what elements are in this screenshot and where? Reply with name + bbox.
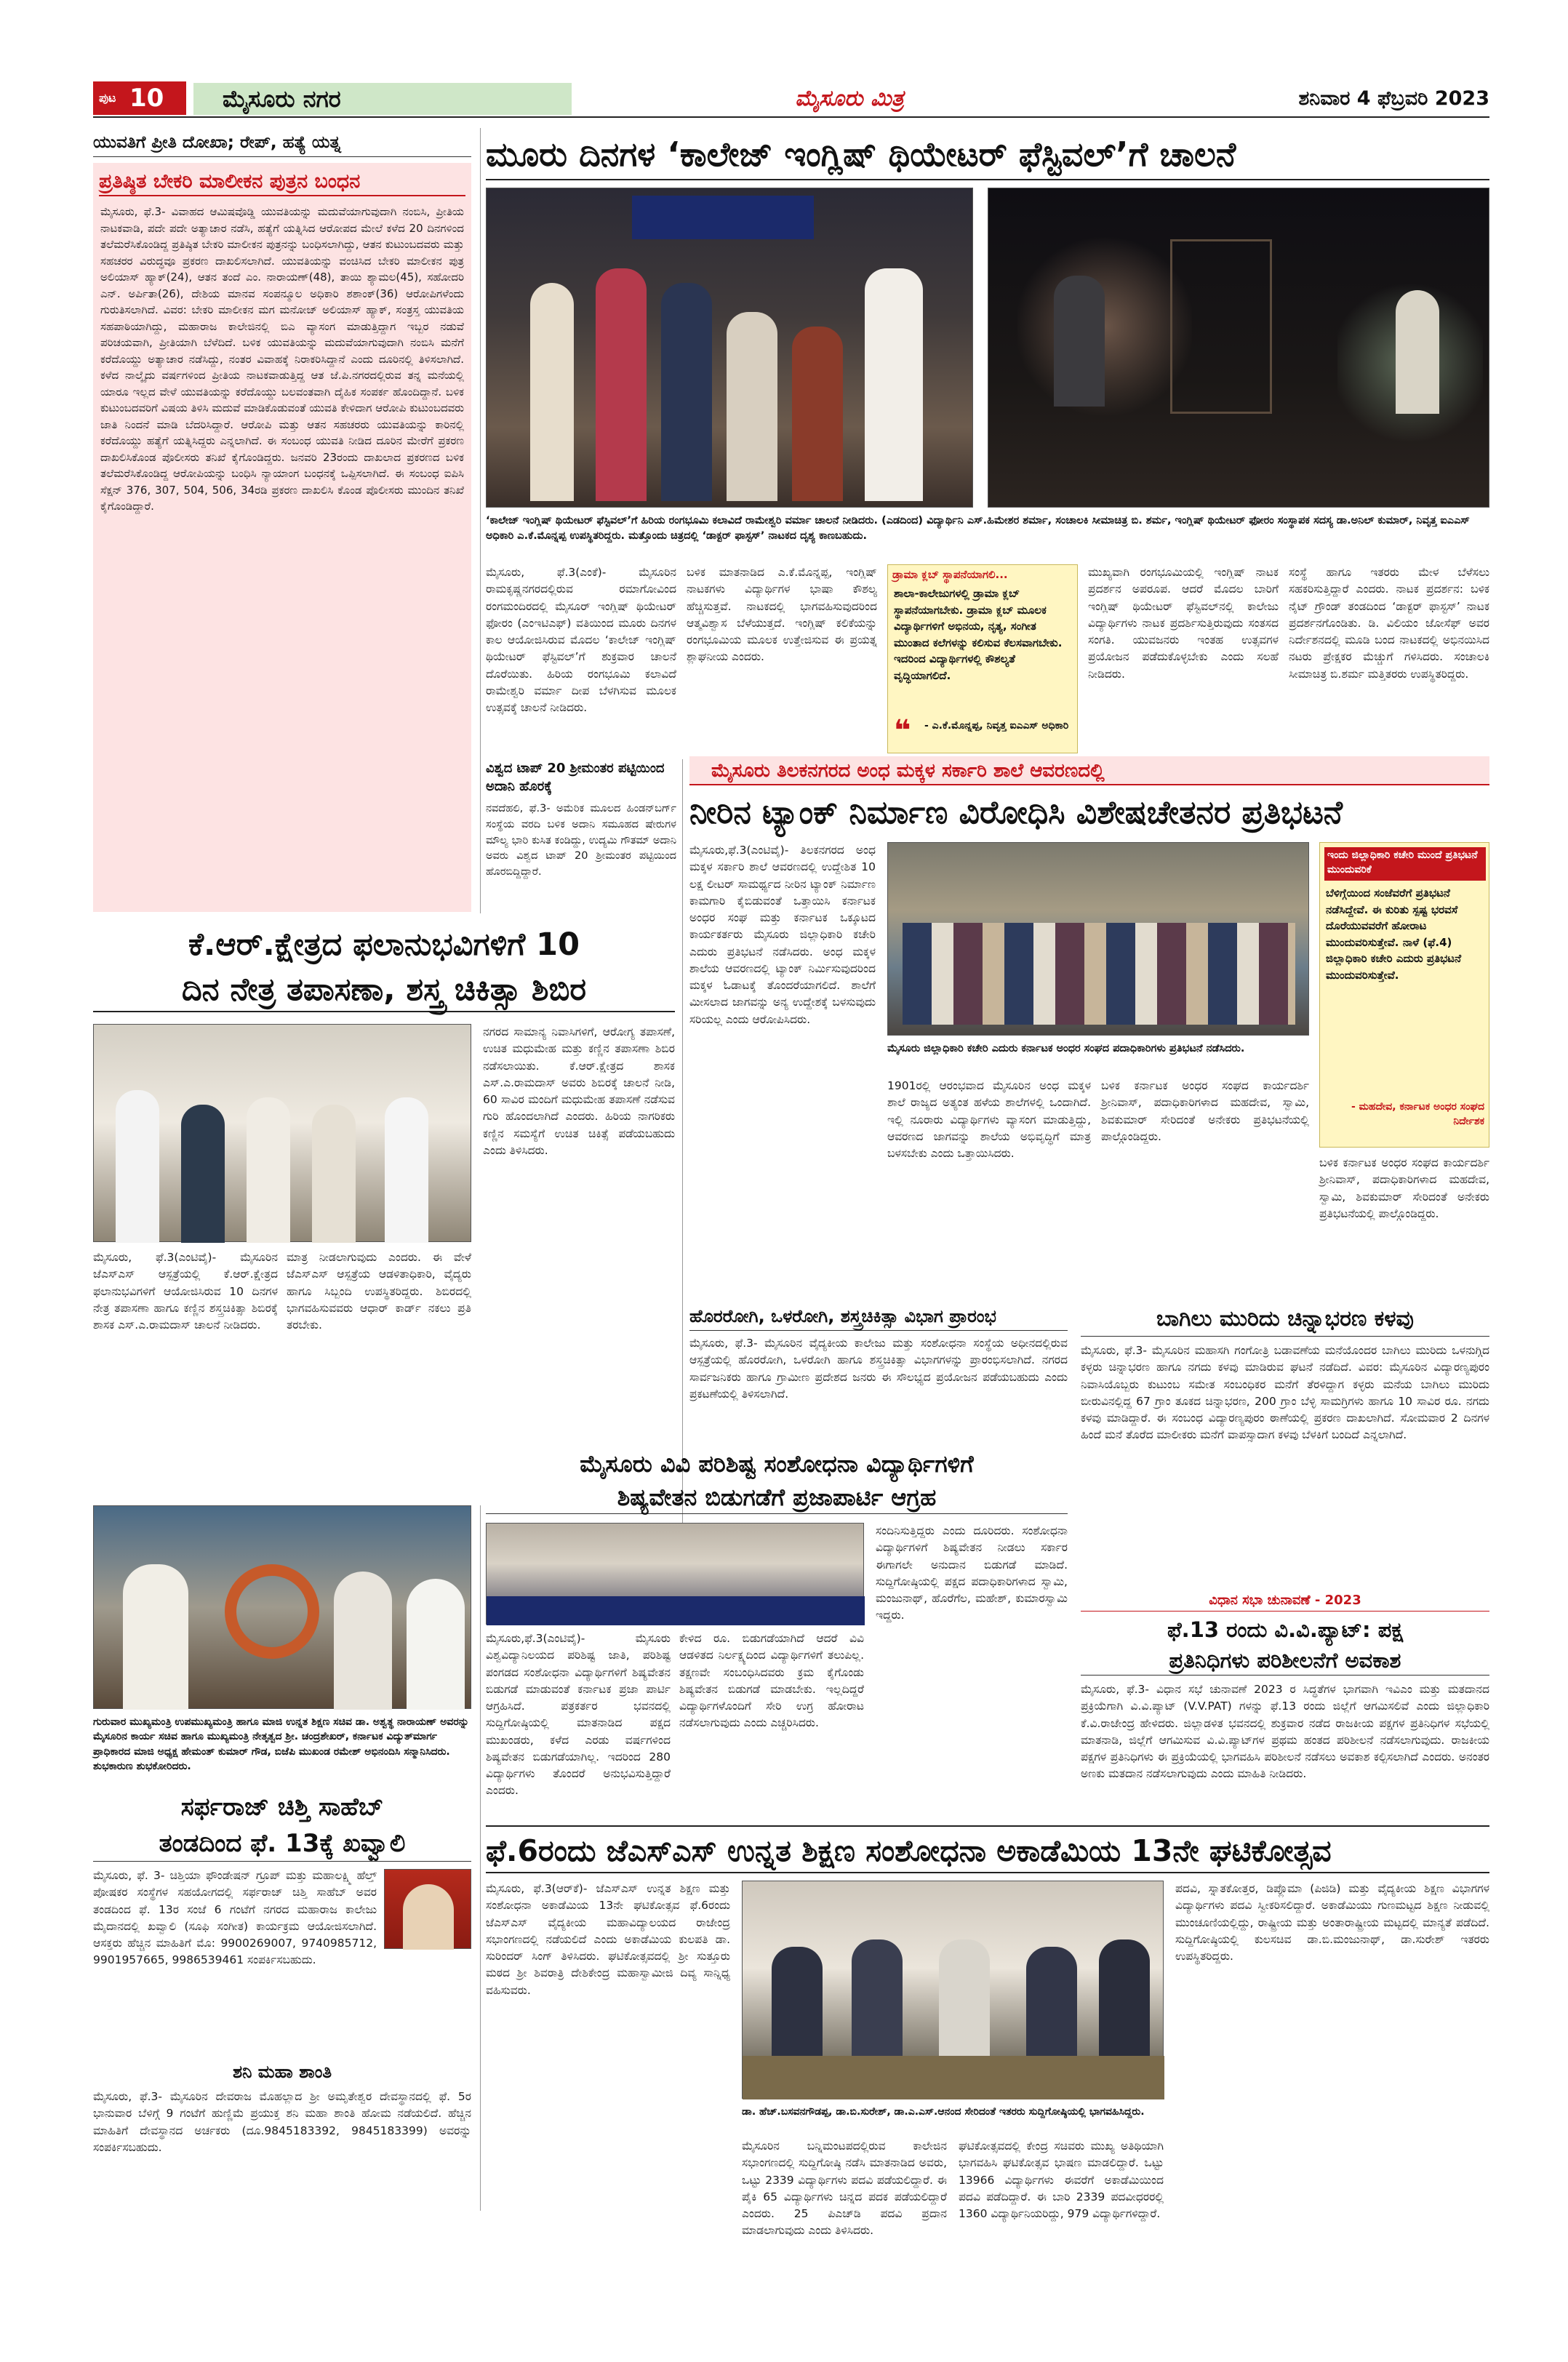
qawwali-singer-photo	[384, 1869, 471, 1949]
jss-body-col2: ಮೈಸೂರಿನ ಬನ್ನಿಮಂಟಪದಲ್ಲಿರುವ ಕಾಲೇಜಿನ ಸಭಾಂಗಣದಲ್ಲಿ ಸುದ್ದಿಗೋಷ್ಠಿ ನಡೆಸಿ ಮಾತನಾಡಿದ ಅವರು, ಒಟ್ಟು 2339 ವಿದ್ಯಾರ್ಥಿಗಳು ಪದವಿ ಪಡೆಯಲಿದ್ದಾರೆ. ಈ ಪೈಕಿ 65 ವಿದ್ಯಾರ್ಥಿಗಳು ಚಿನ್ನದ ಪದಕ ಪಡೆಯಲಿದ್ದಾರೆ ಎಂದರು. 25 ಪಿಎಚ್‌ಡಿ ಪದವಿ ಪ್ರದಾನ ಮಾಡಲಾಗುವುದು ಎಂದು ತಿಳಿಸಿದರು.	[742, 2139, 947, 2238]
felicitation-story	[93, 1505, 471, 1782]
water-body-col1: ಮೈಸೂರು,ಫೆ.3(ಎಂಟಿವೈ)- ತಿಲಕನಗರದ ಅಂಧ ಮಕ್ಕಳ ಸರ್ಕಾರಿ ಶಾಲೆ ಆವರಣದಲ್ಲಿ ಉದ್ದೇಶಿತ 10 ಲಕ್ಷ ಲೀಟರ್ ಸಾಮರ್ಥ್ಯದ ನೀರಿನ ಟ್ಯಾಂಕ್ ನಿರ್ಮಾಣ ಕಾಮಗಾರಿ ಕೈಬಿಡುವಂತೆ ಒತ್ತಾಯಿಸಿ ಕರ್ನಾಟಕ ಅಂಧರ ಸಂಘ ಮತ್ತು ಕರ್ನಾಟಕ ಒಕ್ಕೂಟದ ಕಾರ್ಯಕರ್ತರು ಮೈಸೂರು ಜಿಲ್ಲಾಧಿಕಾರಿ ಕಚೇರಿ ಎದುರು ಪ್ರತಿಭಟನೆ ನಡೆಸಿದರು. ಅಂಧ ಮಕ್ಕಳ ಶಾಲೆಯ ಆವರಣದಲ್ಲಿ ಟ್ಯಾಂಕ್ ನಿರ್ಮಿಸುವುದರಿಂದ ಮಕ್ಕಳ ಓಡಾಟಕ್ಕೆ ತೊಂದರೆಯಾಗಲಿದೆ. ಶಾಲೆಗೆ ಮೀಸಲಾದ ಜಾಗವನ್ನು ಅನ್ಯ ಉದ್ದೇಶಕ್ಕೆ ಬಳಸುವುದು ಸರಿಯಲ್ಲ ಎಂದು ಆರೋಪಿಸಿದರು.	[689, 844, 876, 1026]
eye-body-col2: ಮಾತ್ರ ನೀಡಲಾಗುವುದು ಎಂದರು. ಈ ವೇಳೆ ಜೆಎಸ್‌ಎಸ್ ಆಸ್ಪತ್ರೆಯ ಆಡಳಿತಾಧಿಕಾರಿ, ವೈದ್ಯರು ಹಾಗೂ ಸಿಬ್ಬಂದಿ ಉಪಸ್ಥಿತರಿದ್ದರು. ಶಿಬಿರದಲ್ಲಿ ಭಾಗವಹಿಸುವವರು ಆಧಾರ್ ಕಾರ್ಡ್ ನಕಲು ಪ್ರತಿ ತರಬೇಕು.	[287, 1251, 471, 1332]
person-figure	[852, 1939, 903, 2063]
crowd	[903, 923, 1295, 1025]
theatre-pullquote-box	[887, 564, 1078, 753]
person-figure	[865, 268, 923, 501]
scholarship-story	[486, 1447, 1068, 1798]
theatre-photo-caption: ‘ಕಾಲೇಜ್ ಇಂಗ್ಲಿಷ್ ಥಿಯೇಟರ್ ಫೆಸ್ಟಿವಲ್’ಗೆ ಹಿರಿಯ ರಂಗಭೂಮಿ ಕಲಾವಿದೆ ರಾಮೇಶ್ವರಿ ವರ್ಮಾ ಚಾಲನೆ ನೀಡಿದರು. (ಎಡದಿಂದ) ವಿದ್ಯಾರ್ಥಿನಿ ಎಸ್.ಹಿಮೇಶರ ಶರ್ಮಾ, ಸಂಚಾಲಕಿ ಸೀಮಾಚಿತ್ರ ಬಿ. ಶರ್ಮ, ಇಂಗ್ಲಿಷ್ ಥಿಯೇಟರ್ ಫೋರಂ ಸಂಸ್ಥಾಪಕ ಸದಸ್ಯ ಡಾ.ಅನಿಲ್ ಕುಮಾರ್, ನಿವೃತ್ತ ಐಎಎಸ್ ಅಧಿಕಾರಿ ಎ.ಕೆ.ಮೊನ್ನಪ್ಪ ಉಪಸ್ಥಿತರಿದ್ದರು. ಮತ್ತೊಂದು ಚಿತ್ರದಲ್ಲಿ ‘ಡಾಕ್ಟರ್ ಫಾಸ್ಟಸ್’ ನಾಟಕದ ದೃಶ್ಯ ಕಾಣಬಹುದು.	[486, 515, 1470, 543]
jss-body-col3: ಘಟಿಕೋತ್ಸವದಲ್ಲಿ ಕೇಂದ್ರ ಸಚಿವರು ಮುಖ್ಯ ಅತಿಥಿಯಾಗಿ ಭಾಗವಹಿಸಿ ಘಟಿಕೋತ್ಸವ ಭಾಷಣ ಮಾಡಲಿದ್ದಾರೆ. ಒಟ್ಟು 13966 ವಿದ್ಯಾರ್ಥಿಗಳು ಈವರೆಗೆ ಅಕಾಡೆಮಿಯಿಂದ ಪದವಿ ಪಡೆದಿದ್ದಾರೆ. ಈ ಬಾರಿ 2339 ಪದವೀಧರರಲ್ಲಿ 1360 ವಿದ್ಯಾರ್ಥಿನಿಯರಿದ್ದು, 979 ವಿದ್ಯಾರ್ಥಿಗಳಿದ್ದಾರೆ.	[959, 2139, 1164, 2220]
box-kicker: ಇಂದು ಜಿಲ್ಲಾಧಿಕಾರಿ ಕಚೇರಿ ಮುಂದೆ ಪ್ರತಿಭಟನೆ ಮುಂದುವರಿಕೆ	[1324, 847, 1486, 881]
scholar-body-col1: ಮೈಸೂರು,ಫೆ.3(ಎಂಟಿವೈ)- ಮೈಸೂರು ವಿಶ್ವವಿದ್ಯಾನಿಲಯದ ಪರಿಶಿಷ್ಟ ಜಾತಿ, ಪರಿಶಿಷ್ಟ ಪಂಗಡದ ಸಂಶೋಧನಾ ವಿದ್ಯಾರ್ಥಿಗಳಿಗೆ ಶಿಷ್ಯವೇತನ ಬಿಡುಗಡೆ ಮಾಡುವಂತೆ ಕರ್ನಾಟಕ ಪ್ರಜಾ ಪಾರ್ಟಿ ಆಗ್ರಹಿಸಿದೆ. ಪತ್ರಕರ್ತರ ಭವನದಲ್ಲಿ ಸುದ್ದಿಗೋಷ್ಠಿಯಲ್ಲಿ ಮಾತನಾಡಿದ ಪಕ್ಷದ ಮುಖಂಡರು, ಕಳೆದ ಎರಡು ವರ್ಷಗಳಿಂದ ಶಿಷ್ಯವೇತನ ಬಿಡುಗಡೆಯಾಗಿಲ್ಲ. ಇದರಿಂದ 280 ವಿದ್ಯಾರ್ಥಿಗಳು ತೊಂದರೆ ಅನುಭವಿಸುತ್ತಿದ್ದಾರೆ ಎಂದರು.	[486, 1632, 671, 1798]
opd-headline: ಹೊರರೋಗಿ, ಒಳರೋಗಿ, ಶಸ್ತ್ರಚಿಕಿತ್ಸಾ ವಿಭಾಗ ಪ್ರಾರಂಭ	[689, 1302, 1068, 1331]
adani-story	[486, 759, 676, 913]
theatre-body-col2: ಬಳಿಕ ಮಾತನಾಡಿದ ಎ.ಕೆ.ಮೊನ್ನಪ್ಪ, ಇಂಗ್ಲಿಷ್ ನಾಟಕಗಳು ವಿದ್ಯಾರ್ಥಿಗಳ ಭಾಷಾ ಕೌಶಲ್ಯ ಹೆಚ್ಚಿಸುತ್ತವೆ. ನಾಟಕದಲ್ಲಿ ಭಾಗವಹಿಸುವುದರಿಂದ ಆತ್ಮವಿಶ್ವಾಸ ಬೆಳೆಯುತ್ತದೆ. ಇಂಗ್ಲಿಷ್ ಕಲಿಕೆಯನ್ನು ರಂಗಭೂಮಿಯ ಮೂಲಕ ಉತ್ತೇಜಿಸುವ ಈ ಪ್ರಯತ್ನ ಶ್ಲಾಘನೀಯ ಎಂದರು.	[687, 566, 877, 664]
actor-figure	[1396, 290, 1439, 414]
water-kicker: ಮೈಸೂರು ತಿಲಕನಗರದ ಅಂಧ ಮಕ್ಕಳ ಸರ್ಕಾರಿ ಶಾಲೆ ಆವರಣದಲ್ಲಿ	[711, 760, 1105, 782]
qawwali-headline-1: ಸರ್ಫರಾಜ್ ಚಿಶ್ತಿ ಸಾಹೆಬ್	[180, 1793, 384, 1822]
person-figure	[530, 283, 574, 501]
person-figure	[661, 283, 712, 501]
crime-story	[93, 128, 471, 913]
scholar-body-col3: ಸಂದಿನಿಸುತ್ತಿದ್ದರು ಎಂದು ದೂರಿದರು. ಸಂಶೋಧನಾ ವಿದ್ಯಾರ್ಥಿಗಳಿಗೆ ಶಿಷ್ಯವೇತನ ನೀಡಲು ಸರ್ಕಾರ ಈಗಾಗಲೇ ಅನುದಾನ ಬಿಡುಗಡೆ ಮಾಡಿದೆ. ಸುದ್ದಿಗೋಷ್ಠಿಯಲ್ಲಿ ಪಕ್ಷದ ಪದಾಧಿಕಾರಿಗಳಾದ ಸ್ವಾಮಿ, ಮಂಜುನಾಥ್, ಹೊರೆಗೆಲ, ಮಹೇಶ್, ಕುಮಾರಸ್ವಾಮಿ ಇದ್ದರು.	[876, 1524, 1068, 1622]
eye-camp-story	[93, 922, 675, 1417]
pullquote-kicker: ಡ್ರಾಮಾ ಕ್ಲಬ್ ಸ್ಥಾಪನೆಯಾಗಲಿ...	[892, 568, 1008, 581]
adani-body: ನವದೆಹಲಿ, ಫೆ.3- ಅಮೆರಿಕ ಮೂಲದ ಹಿಂಡನ್‌ಬರ್ಗ್ ಸಂಸ್ಥೆಯ ವರದಿ ಬಳಿಕ ಅದಾನಿ ಸಮೂಹದ ಷೇರುಗಳ ಮೌಲ್ಯ ಭಾರಿ ಕುಸಿತ ಕಂಡಿದ್ದು, ಉದ್ಯಮಿ ಗೌತಮ್ ಅದಾನಿ ಅವರು ವಿಶ್ವದ ಟಾಪ್ 20 ಶ್ರೀಮಂತರ ಪಟ್ಟಿಯಿಂದ ಹೊರಬಿದ್ದಿದ್ದಾರೆ.	[486, 803, 676, 878]
scholar-headline-1: ಮೈಸೂರು ವಿವಿ ಪರಿಶಿಷ್ಟ ಸಂಶೋಧನಾ ವಿದ್ಯಾರ್ಥಿಗಳಿಗೆ	[580, 1450, 974, 1478]
person-figure	[312, 1105, 356, 1243]
table	[743, 2056, 1164, 2099]
crime-box	[93, 163, 471, 912]
page-label: ಪುಟ	[99, 91, 116, 105]
election-headline-2: ಪ್ರತಿನಿಧಿಗಳು ಪರಿಶೀಲನೆಗೆ ಅವಕಾಶ	[1081, 1645, 1489, 1676]
stage-banner	[632, 196, 814, 239]
table	[487, 1596, 865, 1625]
person-figure	[385, 1097, 428, 1243]
theft-headline: ಬಾಗಿಲು ಮುರಿದು ಚಿನ್ನಾಭರಣ ಕಳವು	[1081, 1302, 1489, 1337]
person-figure	[334, 1572, 392, 1710]
actor-figure	[1054, 276, 1105, 407]
shani-story	[93, 2058, 471, 2203]
person-figure	[407, 1579, 465, 1710]
person-figure	[116, 1090, 159, 1243]
person-figure	[1026, 1947, 1077, 2063]
scholar-press-photo	[486, 1523, 864, 1625]
bookshelf	[1170, 239, 1272, 414]
person-figure	[596, 268, 647, 501]
water-headline: ನೀರಿನ ಟ್ಯಾಂಕ್ ನಿರ್ಮಾಣ ವಿರೋಧಿಸಿ ವಿಶೇಷಚೇತನರ ಪ್ರತಿಭಟನೆ	[689, 794, 1343, 831]
opd-story	[689, 1302, 1068, 1440]
person-figure	[727, 312, 777, 501]
eye-photo-caption: ಮೈಸೂರು, ಫೆ.3(ಎಂಟಿವೈ)- ಮೈಸೂರಿನ ಜೆಎಸ್‌ಎಸ್ ಆಸ್ಪತ್ರೆಯಲ್ಲಿ ಕೆ.ಆರ್.ಕ್ಷೇತ್ರದ ಫಲಾನುಭವಿಗಳಿಗೆ ಆಯೋಜಿಸಿರುವ 10 ದಿನಗಳ ನೇತ್ರ ತಪಾಸಣಾ ಹಾಗೂ ಕಣ್ಣಿನ ಶಸ್ತ್ರಚಿಕಿತ್ಸಾ ಶಿಬಿರಕ್ಕೆ ಶಾಸಕ ಎಸ್.ಎ.ರಾಮದಾಸ್ ಚಾಲನೆ ನೀಡಿದರು.	[93, 1251, 278, 1332]
scholar-headline-2: ಶಿಷ್ಯವೇತನ ಬಿಡುಗಡೆಗೆ ಪ್ರಜಾಪಾರ್ಟಿ ಆಗ್ರಹ	[486, 1481, 1068, 1514]
singer-figure	[403, 1884, 454, 1950]
water-tank-story	[689, 756, 1489, 1294]
column-rule	[480, 1505, 481, 2211]
eye-body-col1: ನಗರದ ಸಾಮಾನ್ಯ ನಿವಾಸಿಗಳಿಗೆ, ಆರೋಗ್ಯ ತಪಾಸಣೆ, ಉಚಿತ ಮಧುಮೇಹ ಮತ್ತು ಕಣ್ಣಿನ ತಪಾಸಣಾ ಶಿಬಿರ ನಡೆಸಲಾಯಿತು. ಕೆ.ಆರ್.ಕ್ಷೇತ್ರದ ಶಾಸಕ ಎಸ್.ಎ.ರಾಮದಾಸ್ ಅವರು ಶಿಬಿರಕ್ಕೆ ಚಾಲನೆ ನೀಡಿ, 60 ಸಾವಿರ ಮಂದಿಗೆ ಮಧುಮೇಹ ತಪಾಸಣೆ ನಡೆಸುವ ಗುರಿ ಹೊಂದಲಾಗಿದೆ ಎಂದರು. ಹಿರಿಯ ನಾಗರಿಕರು ಕಣ್ಣಿನ ಸಮಸ್ಯೆಗೆ ಉಚಿತ ಚಿಕಿತ್ಸೆ ಪಡೆಯಬಹುದು ಎಂದು ತಿಳಿಸಿದರು.	[483, 1025, 675, 1157]
quote-mark-icon: ❝	[894, 714, 911, 748]
crime-kicker: ಯುವತಿಗೆ ಪ್ರೀತಿ ದೋಖಾ; ರೇಪ್, ಹತ್ಯೆ ಯತ್ನ	[93, 128, 471, 157]
jss-headline: ಫೆ.6ರಂದು ಜೆಎಸ್‌ಎಸ್ ಉನ್ನತ ಶಿಕ್ಷಣ ಸಂಶೋಧನಾ ಅಕಾಡೆಮಿಯ 13ನೇ ಘಟಿಕೋತ್ಸವ	[486, 1825, 1489, 1873]
jss-press-photo	[742, 1881, 1164, 2099]
scholar-body-col2: ಕೇಳಿದ ರೂ. ಬಿಡುಗಡೆಯಾಗಿದೆ ಆದರೆ ವಿವಿ ಆಡಳಿತದ ನಿರ್ಲಕ್ಷ್ಯದಿಂದ ವಿದ್ಯಾರ್ಥಿಗಳಿಗೆ ತಲುಪಿಲ್ಲ. ತಕ್ಷಣವೇ ಸಂಬಂಧಿಸಿದವರು ಕ್ರಮ ಕೈಗೊಂಡು ಶಿಷ್ಯವೇತನ ಬಿಡುಗಡೆ ಮಾಡಬೇಕು. ಇಲ್ಲದಿದ್ದರೆ ವಿದ್ಯಾರ್ಥಿಗಳೊಂದಿಗೆ ಸೇರಿ ಉಗ್ರ ಹೋರಾಟ ನಡೆಸಲಾಗುವುದು ಎಂದು ಎಚ್ಚರಿಸಿದರು.	[679, 1632, 864, 1730]
jss-body-col1: ಮೈಸೂರು, ಫೆ.3(ಆರ್‌ಕೆ)- ಜೆಎಸ್‌ಎಸ್ ಉನ್ನತ ಶಿಕ್ಷಣ ಮತ್ತು ಸಂಶೋಧನಾ ಅಕಾಡೆಮಿಯ 13ನೇ ಘಟಿಕೋತ್ಸವ ಫೆ.6ರಂದು ಜೆಎಸ್‌ಎಸ್ ವೈದ್ಯಕೀಯ ಮಹಾವಿದ್ಯಾಲಯದ ರಾಜೇಂದ್ರ ಸಭಾಂಗಣದಲ್ಲಿ ನಡೆಯಲಿದೆ ಎಂದು ಅಕಾಡೆಮಿಯ ಕುಲಪತಿ ಡಾ. ಸುರಿಂದರ್ ಸಿಂಗ್ ತಿಳಿಸಿದರು. ಘಟಿಕೋತ್ಸವದಲ್ಲಿ ಶ್ರೀ ಸುತ್ತೂರು ಮಠದ ಶ್ರೀ ಶಿವರಾತ್ರಿ ದೇಶಿಕೇಂದ್ರ ಮಹಾಸ್ವಾಮೀಜಿ ದಿವ್ಯ ಸಾನ್ನಿಧ್ಯ ವಹಿಸುವರು.	[486, 1882, 730, 1997]
theatre-headline: ಮೂರು ದಿನಗಳ ‘ಕಾಲೇಜ್ ಇಂಗ್ಲಿಷ್ ಥಿಯೇಟರ್ ಫೆಸ್ಟಿವಲ್’ಗೆ ಚಾಲನೆ	[486, 128, 1489, 180]
person-figure	[1099, 1939, 1150, 2063]
stage-light	[1017, 232, 1192, 421]
eye-camp-photo	[93, 1024, 471, 1242]
person-figure	[247, 1097, 290, 1243]
masthead	[93, 81, 1489, 118]
qawwali-body: ಮೈಸೂರು, ಫೆ. 3- ಚಿಶ್ತಿಯಾ ಫೌಂಡೇಷನ್ ಗ್ರೂಪ್ ಮತ್ತು ಮಹಾಲಕ್ಷ್ಮಿ ಹೆಲ್ತ್ ಪೋಷಕರ ಸಂಸ್ಥೆಗಳ ಸಹಯೋಗದಲ್ಲಿ ಸರ್ಫರಾಜ್ ಚಿಶ್ತಿ ಸಾಹೆಬ್ ಅವರ ತಂಡದಿಂದ ಫೆ. 13ರ ಸಂಜೆ 6 ಗಂಟೆಗೆ ನಗರದ ಮಹಾರಾಜ ಕಾಲೇಜು ಮೈದಾನದಲ್ಲಿ ಖವ್ವಾಲಿ (ಸೂಫಿ ಸಂಗೀತ) ಕಾರ್ಯಕ್ರಮ ಆಯೋಜಿಸಲಾಗಿದೆ. ಆಸಕ್ತರು ಹೆಚ್ಚಿನ ಮಾಹಿತಿಗೆ ಮೊ: 9900269007, 9740985712, 9901957665, 9986539461 ಸಂಪರ್ಕಿಸಬಹುದು.	[93, 1869, 377, 1967]
eye-headline-1: ಕೆ.ಆರ್.ಕ್ಷೇತ್ರದ ಫಲಾನುಭವಿಗಳಿಗೆ 10	[188, 926, 580, 963]
column-rule	[480, 128, 481, 913]
water-quote-box	[1319, 842, 1489, 1148]
qawwali-story	[93, 1789, 471, 2051]
election-headline-1: ಫೆ.13 ರಂದು ವಿ.ವಿ.ಪ್ಯಾಟ್: ಪಕ್ಷ	[1167, 1617, 1404, 1642]
jss-story	[486, 1825, 1489, 2238]
water-kicker-bar	[689, 756, 1489, 785]
theft-body: ಮೈಸೂರು, ಫೆ.3- ಮೈಸೂರಿನ ಮಹಾಸಗಿ ಗಂಗೋತ್ರಿ ಬಡಾವಣೆಯ ಮನೆಯೊಂದರ ಬಾಗಿಲು ಮುರಿದು ಒಳನುಗ್ಗಿದ ಕಳ್ಳರು ಚಿನ್ನಾಭರಣ ಹಾಗೂ ನಗದು ಕಳವು ಮಾಡಿರುವ ಘಟನೆ ನಡೆದಿದೆ. ವಿವರ: ಮೈಸೂರಿನ ವಿದ್ಯಾರಣ್ಯಪುರಂ ನಿವಾಸಿಯೊಬ್ಬರು ಕುಟುಂಬ ಸಮೇತ ಸಂಬಂಧಿಕರ ಮನೆಗೆ ತೆರಳಿದ್ದಾಗ ಕಳ್ಳರು ಮನೆಯ ಬಾಗಿಲು ಮುರಿದು ಬೀರುವಿನಲ್ಲಿದ್ದ 67 ಗ್ರಾಂ ತೂಕದ ಚಿನ್ನಾಭರಣ, 200 ಗ್ರಾಂ ಬೆಳ್ಳಿ ಸಾಮಗ್ರಿಗಳು ಹಾಗೂ 10 ಸಾವಿರ ರೂ. ನಗದು ಕಳವು ಮಾಡಿದ್ದಾರೆ. ಈ ಸಂಬಂಧ ವಿದ್ಯಾರಣ್ಯಪುರಂ ಠಾಣೆಯಲ್ಲಿ ಪ್ರಕರಣ ದಾಖಲಾಗಿದೆ. ಸೋಮವಾರ 2 ದಿನಗಳ ಹಿಂದೆ ಮನೆ ತೊರೆದ ಮಾಲೀಕರು ಮನೆಗೆ ವಾಪಸ್ಸಾದಾಗ ಕಳವು ಬೆಳಕಿಗೆ ಬಂದಿದೆ ಎನ್ನಲಾಗಿದೆ.	[1081, 1344, 1489, 1442]
pullquote-author: - ಎ.ಕೆ.ಮೊನ್ನಪ್ಪ, ನಿವೃತ್ತ ಐಎಎಸ್ ಅಧಿಕಾರಿ	[924, 720, 1069, 732]
qawwali-headline-2: ತಂಡದಿಂದ ಫೆ. 13ಕ್ಕೆ ಖವ್ವಾಲಿ	[93, 1825, 471, 1862]
pullquote-text: ಶಾಲಾ-ಕಾಲೇಜುಗಳಲ್ಲಿ ಡ್ರಾಮಾ ಕ್ಲಬ್ ಸ್ಥಾಪನೆಯಾಗಬೇಕು. ಡ್ರಾಮಾ ಕ್ಲಬ್ ಮೂಲಕ ವಿದ್ಯಾರ್ಥಿಗಳಿಗೆ ಅಭಿನಯ, ನೃತ್ಯ, ಸಂಗೀತ ಮುಂತಾದ ಕಲೆಗಳನ್ನು ಕಲಿಸುವ ಕೆಲಸವಾಗಬೇಕು. ಇದರಿಂದ ವಿದ್ಯಾರ್ಥಿಗಳಲ್ಲಿ ಕೌಶಲ್ಯತೆ ವೃದ್ಧಿಯಾಗಲಿದೆ.	[894, 587, 1063, 682]
water-body-col4: ಬಳಿಕ ಕರ್ನಾಟಕ ಅಂಧರ ಸಂಘದ ಕಾರ್ಯದರ್ಶಿ ಶ್ರೀನಿವಾಸ್, ಪದಾಧಿಕಾರಿಗಳಾದ ಮಹದೇವ, ಸ್ವಾಮಿ, ಶಿವಕುಮಾರ್ ಸೇರಿದಂತೆ ಅನೇಕರು ಪ್ರತಿಭಟನೆಯಲ್ಲಿ ಪಾಲ್ಗೊಂಡಿದ್ದರು.	[1319, 1156, 1489, 1220]
felicitation-photo	[93, 1505, 471, 1709]
opd-body: ಮೈಸೂರು, ಫೆ.3- ಮೈಸೂರಿನ ವೈದ್ಯಕೀಯ ಕಾಲೇಜು ಮತ್ತು ಸಂಶೋಧನಾ ಸಂಸ್ಥೆಯ ಅಧೀನದಲ್ಲಿರುವ ಆಸ್ಪತ್ರೆಯಲ್ಲಿ ಹೊರರೋಗಿ, ಒಳರೋಗಿ ಹಾಗೂ ಶಸ್ತ್ರಚಿಕಿತ್ಸಾ ವಿಭಾಗಗಳನ್ನು ಪ್ರಾರಂಭಿಸಲಾಗಿದೆ. ನಗರದ ಸಾರ್ವಜನಿಕರು ಹಾಗೂ ಗ್ರಾಮೀಣ ಪ್ರದೇಶದ ಜನರು ಈ ಸೌಲಭ್ಯದ ಪ್ರಯೋಜನ ಪಡೆಯಬಹುದು ಎಂದು ಪ್ರಕಟಣೆಯಲ್ಲಿ ತಿಳಿಸಲಾಗಿದೆ.	[689, 1337, 1068, 1401]
person-figure	[181, 1105, 225, 1243]
crime-headline: ಪ್ರತಿಷ್ಠಿತ ಬೇಕರಿ ಮಾಲೀಕನ ಪುತ್ರನ ಬಂಧನ	[99, 167, 465, 196]
shani-headline: ಶನಿ ಮಹಾ ಶಾಂತಿ	[232, 2062, 332, 2082]
crime-body: ಮೈಸೂರು, ಫೆ.3- ವಿವಾಹದ ಆಮಿಷವೊಡ್ಡಿ ಯುವತಿಯನ್ನು ಮದುವೆಯಾಗುವುದಾಗಿ ನಂಬಿಸಿ, ಪ್ರೀತಿಯ ನಾಟಕವಾಡಿ, ಪದೇ ಪದೇ ಅತ್ಯಾಚಾರ ನಡೆಸಿ, ಹತ್ಯೆಗೆ ಯತ್ನಿಸಿದ ಆರೋಪದ ಮೇಲೆ ಕಳೆದ 20 ದಿನಗಳಿಂದ ತಲೆಮರೆಸಿಕೊಂಡಿದ್ದ ಪ್ರತಿಷ್ಠಿತ ಬೇಕರಿ ಮಾಲೀಕನ ಪುತ್ರನನ್ನು ಬಂಧಿಸಲಾಗಿದ್ದು, ಆತನ ಕುಟುಂಬದವರು ಮತ್ತು ಸಹಚರರ ವಿರುದ್ಧವೂ ಪ್ರಕರಣ ದಾಖಲಿಸಲಾಗಿದೆ. ಯುವತಿಯನ್ನು ವಂಚಿಸಿದ ಬೇಕರಿ ಮಾಲೀಕನ ಪುತ್ರ ಅಲಿಯಾಸ್ ಹ್ಯಾಕ್(24), ಆತನ ತಂದೆ ಎಂ. ನಾರಾಯಣ್(48), ತಾಯಿ ಶ್ಯಾಮಲ(45), ಸಹೋದರಿ ಎನ್. ಅರ್ಪಿತಾ(26), ದೇಶಿಯ ಮಾನವ ಸಂಪನ್ಮೂಲ ಅಧಿಕಾರಿ ಶಶಾಂಕ್(36) ಆರೋಪಿಗಳೆಂದು ಗುರುತಿಸಲಾಗಿದೆ. ವಿವರ: ಬೇಕರಿ ಮಾಲೀಕನ ಮಗ ಮನೋಜ್ ಅಲಿಯಾಸ್ ಹ್ಯಾಕ್, ಸಂತ್ರಸ್ತ ಯುವತಿಯ ಸಹಪಾಠಿಯಾಗಿದ್ದು, ಮಹಾರಾಜ ಕಾಲೇಜಿನಲ್ಲಿ ಬಿಎ ವ್ಯಾಸಂಗ ಮಾಡುತ್ತಿದ್ದಾಗ ಇಬ್ಬರ ನಡುವೆ ಪರಿಚಯವಾಗಿ, ಪ್ರೀತಿಯಾಗಿ ಬೆಳೆದಿದೆ. ಬಳಿಕ ಯುವತಿಯನ್ನು ಮದುವೆಯಾಗುವುದಾಗಿ ನಂಬಿಸಿ ಮನೆಗೆ ಕರೆದೊಯ್ದು ಅತ್ಯಾಚಾರ ನಡೆಸಿದ್ದು, ನಂತರ ವಿವಾಹಕ್ಕೆ ನಿರಾಕರಿಸಿದ್ದಾನೆ ಎಂದು ದೂರಿನಲ್ಲಿ ತಿಳಿಸಲಾಗಿದೆ. ಕಳೆದ ನಾಲ್ಕೈದು ವರ್ಷಗಳಿಂದ ಪ್ರೀತಿಯ ನಾಟಕವಾಡುತ್ತಿದ್ದ ಆತ ಜೆ.ಪಿ.ನಗರದಲ್ಲಿರುವ ತನ್ನ ಮನೆಯಲ್ಲಿ ಯಾರೂ ಇಲ್ಲದ ವೇಳೆ ಯುವತಿಯನ್ನು ಕರೆದೊಯ್ದು ಬಲವಂತವಾಗಿ ದೈಹಿಕ ಸಂಪರ್ಕ ಹೊಂದಿದ್ದಾನೆ. ಬಳಿಕ ಕುಟುಂಬದವರಿಗೆ ವಿಷಯ ತಿಳಿಸಿ ಮದುವೆ ಮಾಡಿಕೊಡುವಂತೆ ಯುವತಿ ಕೇಳಿದಾಗ ಆರೋಪಿ ಕುಟುಂಬದವರು ಜಾತಿ ನಿಂದನೆ ಮಾಡಿ ಬೆದರಿಸಿದ್ದಾರೆ. ಆರೋಪಿ ಮತ್ತು ಆತನ ಸಹಚರರು ಯುವತಿಯನ್ನು ಕಾರಿನಲ್ಲಿ ಕರೆದೊಯ್ದು ಹತ್ಯೆಗೆ ಯತ್ನಿಸಿದ್ದರು ಎನ್ನಲಾಗಿದೆ. ಈ ಸಂಬಂಧ ಯುವತಿ ನೀಡಿದ ದೂರಿನ ಮೇರೆಗೆ ಪ್ರಕರಣ ದಾಖಲಿಸಿಕೊಂಡ ಪೊಲೀಸರು ತನಿಖೆ ಕೈಗೊಂಡಿದ್ದರು. ಜನವರಿ 23ರಂದು ದಾಖಲಾದ ಪ್ರಕರಣದ ಬಳಿಕ ತಲೆಮರೆಸಿಕೊಂಡಿದ್ದ ಆರೋಪಿಯನ್ನು ಬಂಧಿಸಿ ನ್ಯಾಯಾಂಗ ಬಂಧನಕ್ಕೆ ಒಪ್ಪಿಸಲಾಗಿದೆ. ಈ ಸಂಬಂಧ ಐಪಿಸಿ ಸೆಕ್ಷನ್ 376, 307, 504, 506, 34ರಡಿ ಪ್ರಕರಣ ದಾಖಲಿಸಿ ಕೊಂಡ ಪೊಲೀಸರು ಮುಂದಿನ ತನಿಖೆ ಕೈಗೊಂಡಿದ್ದಾರೆ.	[100, 205, 464, 513]
adani-headline: ವಿಶ್ವದ ಟಾಪ್ 20 ಶ್ರೀಮಂತರ ಪಟ್ಟಿಯಿಂದ ಅದಾನಿ ಹೊರಕ್ಕೆ	[486, 761, 665, 795]
election-kicker: ವಿಧಾನ ಸಭಾ ಚುನಾವಣೆ - 2023	[1081, 1590, 1489, 1612]
felicitation-caption: ಗುರುವಾರ ಮುಖ್ಯಮಂತ್ರಿ ಉಪಮುಖ್ಯಮಂತ್ರಿ ಹಾಗೂ ಮಾಜಿ ಉನ್ನತ ಶಿಕ್ಷಣ ಸಚಿವ ಡಾ. ಅಶ್ವತ್ಥ ನಾರಾಯಣ್ ಅವರನ್ನು ಮೈಸೂರಿನ ಕಾರ್ಯ ಸಚಿವ ಹಾಗೂ ಮುಖ್ಯಮಂತ್ರಿ ನೇತೃತ್ವದ ಶ್ರೀ. ಚಂದ್ರಶೇಖರ್, ಕರ್ನಾಟಕ ವಿದ್ಯುತ್‌ಮಾರ್ಗ ಪ್ರಾಧಿಕಾರದ ಮಾಜಿ ಅಧ್ಯಕ್ಷ ಹೇಮಂತ್ ಕುಮಾರ್ ಗೌಡ, ಬಿಜೆಪಿ ಮುಖಂಡ ರಮೇಶ್ ಅಭಿನಂದಿಸಿ ಸನ್ಮಾನಿಸಿದರು. ಶುಭಕಾರುಣ ಶುಭಕೋರಿದರು.	[93, 1716, 469, 1772]
shani-body: ಮೈಸೂರು, ಫೆ.3- ಮೈಸೂರಿನ ದೇವರಾಜ ಮೊಹಲ್ಲಾದ ಶ್ರೀ ಅಮೃತೇಶ್ವರ ದೇವಸ್ಥಾನದಲ್ಲಿ ಫೆ. 5ರ ಭಾನುವಾರ ಬೆಳಿಗ್ಗೆ 9 ಗಂಟೆಗೆ ಹುಣ್ಣಿಮೆ ಪ್ರಯುಕ್ತ ಶನಿ ಮಹಾ ಶಾಂತಿ ಹೋಮ ನಡೆಯಲಿದೆ. ಹೆಚ್ಚಿನ ಮಾಹಿತಿಗೆ ದೇವಸ್ಥಾನದ ಅರ್ಚಕರು (ದೂ.9845183392, 9845183399) ಅವರನ್ನು ಸಂಪರ್ಕಿಸಬಹುದು.	[93, 2090, 471, 2154]
paper-name: ಮೈಸೂರು ಮಿತ್ರ	[795, 86, 904, 111]
box-author: - ಮಹದೇವ, ಕರ್ನಾಟಕ ಅಂಧರ ಸಂಘದ ನಿರ್ದೇಶಕ	[1351, 1101, 1484, 1127]
jss-body-col4: ಪದವಿ, ಸ್ನಾತಕೋತ್ತರ, ಡಿಪ್ಲೊಮಾ (ಪಿಜಿಡಿ) ಮತ್ತು ವೈದ್ಯಕೀಯ ಶಿಕ್ಷಣ ವಿಭಾಗಗಳ ವಿದ್ಯಾರ್ಥಿಗಳು ಪದವಿ ಸ್ವೀಕರಿಸಲಿದ್ದಾರೆ. ಅಕಾಡೆಮಿಯು ಗುಣಮಟ್ಟದ ಶಿಕ್ಷಣ ನೀಡುವಲ್ಲಿ ಮುಂಚೂಣಿಯಲ್ಲಿದ್ದು, ರಾಷ್ಟ್ರೀಯ ಮತ್ತು ಅಂತಾರಾಷ್ಟ್ರೀಯ ಮಟ್ಟದಲ್ಲಿ ಮಾನ್ಯತೆ ಪಡೆದಿದೆ. ಸುದ್ದಿಗೋಷ್ಠಿಯಲ್ಲಿ ಕುಲಸಚಿವ ಡಾ.ಬಿ.ಮಂಜುನಾಥ್, ಡಾ.ಸುರೇಶ್ ಇತರರು ಉಪಸ್ಥಿತರಿದ್ದರು.	[1175, 1882, 1489, 1963]
water-body-col2: 1901ರಲ್ಲಿ ಆರಂಭವಾದ ಮೈಸೂರಿನ ಅಂಧ ಮಕ್ಕಳ ಶಾಲೆ ರಾಜ್ಯದ ಅತ್ಯಂತ ಹಳೆಯ ಶಾಲೆಗಳಲ್ಲಿ ಒಂದಾಗಿದೆ. ಇಲ್ಲಿ ನೂರಾರು ವಿದ್ಯಾರ್ಥಿಗಳು ವ್ಯಾಸಂಗ ಮಾಡುತ್ತಿದ್ದು, ಆವರಣದ ಜಾಗವನ್ನು ಶಾಲೆಯ ಅಭಿವೃದ್ಧಿಗೆ ಮಾತ್ರ ಬಳಸಬೇಕು ಎಂದು ಒತ್ತಾಯಿಸಿದರು.	[887, 1079, 1091, 1160]
eye-headline-2: ದಿನ ನೇತ್ರ ತಪಾಸಣಾ, ಶಸ್ತ್ರ ಚಿಕಿತ್ಸಾ ಶಿಬಿರ	[93, 967, 675, 1012]
person-figure	[772, 1947, 823, 2063]
person-figure	[939, 1939, 990, 2063]
page-number-badge	[93, 81, 186, 115]
theft-story	[1081, 1302, 1489, 1578]
theatre-inauguration-photo	[486, 188, 973, 508]
issue-date: ಶನಿವಾರ 4 ಫೆಬ್ರವರಿ 2023	[1298, 87, 1489, 110]
election-body: ಮೈಸೂರು, ಫೆ.3- ವಿಧಾನ ಸಭೆ ಚುನಾವಣೆ 2023 ರ ಸಿದ್ಧತೆಗಳ ಭಾಗವಾಗಿ ಇವಿಎಂ ಮತ್ತು ಮತದಾನದ ಪ್ರಕ್ರಿಯೆಗಾಗಿ ವಿ.ವಿ.ಪ್ಯಾಟ್ (V.V.PAT) ಗಳನ್ನು ಫೆ.13 ರಂದು ಜಿಲ್ಲೆಗೆ ಆಗಮಿಸಲಿವೆ ಎಂದು ಜಿಲ್ಲಾಧಿಕಾರಿ ಕೆ.ವಿ.ರಾಜೇಂದ್ರ ಹೇಳಿದರು. ಜಿಲ್ಲಾಡಳಿತ ಭವನದಲ್ಲಿ ಶುಕ್ರವಾರ ನಡೆದ ರಾಜಕೀಯ ಪಕ್ಷಗಳ ಪ್ರತಿನಿಧಿಗಳ ಸಭೆಯಲ್ಲಿ ಮಾತನಾಡಿ, ಜಿಲ್ಲೆಗೆ ಆಗಮಿಸುವ ವಿ.ವಿ.ಪ್ಯಾಟ್‌ಗಳ ಪ್ರಥಮ ಹಂತದ ಪರಿಶೀಲನೆ ನಡೆಸಲಾಗುವುದು. ರಾಜಕೀಯ ಪಕ್ಷಗಳ ಪ್ರತಿನಿಧಿಗಳು ಈ ಪ್ರಕ್ರಿಯೆಯಲ್ಲಿ ಭಾಗವಹಿಸಿ ಪರಿಶೀಲನೆ ನಡೆಸಲು ಅವಕಾಶ ಕಲ್ಪಿಸಲಾಗಿದೆ ಎಂದರು. ಅನಂತರ ಅಣಕು ಮತದಾನ ನಡೆಸಲಾಗುವುದು ಎಂದು ಮಾಹಿತಿ ನೀಡಿದರು.	[1081, 1683, 1489, 1781]
person-figure	[123, 1564, 188, 1710]
box-text: ಬೆಳಿಗ್ಗೆಯಿಂದ ಸಂಜೆವರೆಗೆ ಪ್ರತಿಭಟನೆ ನಡೆಸಿದ್ದೇವೆ. ಈ ಕುರಿತು ಸ್ಪಷ್ಟ ಭರವಸೆ ದೊರೆಯುವವರೆಗೆ ಹೋರಾಟ ಮುಂದುವರಿಸುತ್ತೇವೆ. ನಾಳೆ (ಫೆ.4) ಜಿಲ್ಲಾಧಿಕಾರಿ ಕಚೇರಿ ಎದುರು ಪ್ರತಿಭಟನೆ ಮುಂದುವರಿಸುತ್ತೇವೆ.	[1326, 886, 1462, 982]
section-title: ಮೈಸೂರು ನಗರ	[193, 83, 572, 115]
theatre-body-col1: ಮೈಸೂರು, ಫೆ.3(ಎಂಕೆ)- ಮೈಸೂರಿನ ರಾಮಕೃಷ್ಣನಗರದಲ್ಲಿರುವ ರಮಾಗೋವಿಂದ ರಂಗಮಂದಿರದಲ್ಲಿ ಮೈಸೂರ್ ಇಂಗ್ಲಿಷ್ ಥಿಯೇಟರ್ ಫೋರಂ (ಎಂಇಟಿಎಫ್) ವತಿಯಿಂದ ಮೂರು ದಿನಗಳ ಕಾಲ ಆಯೋಜಿಸಿರುವ ಮೊದಲ ‘ಕಾಲೇಜ್ ಇಂಗ್ಲಿಷ್ ಥಿಯೇಟರ್ ಫೆಸ್ಟಿವಲ್’ಗೆ ಶುಕ್ರವಾರ ಚಾಲನೆ ದೊರೆಯಿತು. ಹಿರಿಯ ರಂಗಭೂಮಿ ಕಲಾವಿದೆ ರಾಮೇಶ್ವರಿ ವರ್ಮಾ ದೀಪ ಬೆಳಗಿಸುವ ಮೂಲಕ ಉತ್ಸವಕ್ಕೆ ಚಾಲನೆ ನೀಡಿದರು.	[486, 566, 676, 714]
election-story	[1081, 1590, 1489, 1815]
garland	[225, 1564, 319, 1659]
page-number: 10	[129, 84, 164, 113]
person-figure	[792, 327, 843, 501]
theatre-story	[486, 128, 1489, 753]
theatre-play-photo	[988, 188, 1489, 508]
jss-photo-caption: ಡಾ. ಹೆಚ್.ಬಸವನಗೌಡಪ್ಪ, ಡಾ.ಬಿ.ಸುರೇಶ್, ಡಾ.ಎ.ಎಸ್.ಆನಂದ ಸೇರಿದಂತೆ ಇತರರು ಸುದ್ದಿಗೋಷ್ಠಿಯಲ್ಲಿ ಭಾಗವಹಿಸಿದ್ದರು.	[742, 2106, 1145, 2118]
water-body-col3: ಬಳಿಕ ಕರ್ನಾಟಕ ಅಂಧರ ಸಂಘದ ಕಾರ್ಯದರ್ಶಿ ಶ್ರೀನಿವಾಸ್, ಪದಾಧಿಕಾರಿಗಳಾದ ಮಹದೇವ, ಸ್ವಾಮಿ, ಶಿವಕುಮಾರ್ ಸೇರಿದಂತೆ ಅನೇಕರು ಪ್ರತಿಭಟನೆಯಲ್ಲಿ ಪಾಲ್ಗೊಂಡಿದ್ದರು.	[1101, 1079, 1309, 1143]
theatre-body-col4: ಮುಖ್ಯವಾಗಿ ರಂಗಭೂಮಿಯಲ್ಲಿ ಇಂಗ್ಲಿಷ್ ನಾಟಕ ಪ್ರದರ್ಶನ ಅಪರೂಪ. ಆದರೆ ಮೊದಲ ಬಾರಿಗೆ ಇಂಗ್ಲಿಷ್ ಥಿಯೇಟರ್ ಫೆಸ್ಟಿವಲ್‌ನಲ್ಲಿ ಕಾಲೇಜು ವಿದ್ಯಾರ್ಥಿಗಳು ನಾಟಕ ಪ್ರದರ್ಶಿಸುತ್ತಿರುವುದು ಸಂತಸದ ಸಂಗತಿ. ಯುವಜನರು ಇಂತಹ ಉತ್ಸವಗಳ ಪ್ರಯೋಜನ ಪಡೆದುಕೊಳ್ಳಬೇಕು ಎಂದು ಸಲಹೆ ನೀಡಿದರು.	[1088, 566, 1279, 681]
theatre-body-col5: ಸಂಸ್ಥೆ ಹಾಗೂ ಇತರರು ಮೇಳ ಬೆಳೆಸಲು ಸಹಕರಿಸುತ್ತಿದ್ದಾರೆ ಎಂದರು. ನಾಟಕ ಪ್ರದರ್ಶನ: ಬಳಿಕ ನೈಟ್ ಗ್ರೌಂಡ್ ತಂಡದಿಂದ ‘ಡಾಕ್ಟರ್ ಫಾಸ್ಟಸ್’ ನಾಟಕ ಪ್ರದರ್ಶನಗೊಂಡಿತು. ಡಿ. ವಿಲಿಯಂ ಜೋಸೆಫ್ ಅವರ ನಿರ್ದೇಶನದಲ್ಲಿ ಮೂಡಿ ಬಂದ ನಾಟಕದಲ್ಲಿ ಅಭಿನಯಿಸಿದ ನಟರು ಪ್ರೇಕ್ಷಕರ ಮೆಚ್ಚುಗೆ ಗಳಿಸಿದರು. ಸಂಚಾಲಕಿ ಸೀಮಾಚಿತ್ರ ಬಿ.ಶರ್ಮ ಮತ್ತಿತರರು ಉಪಸ್ಥಿತರಿದ್ದರು.	[1289, 566, 1489, 681]
water-photo-caption: ಮೈಸೂರು ಜಿಲ್ಲಾಧಿಕಾರಿ ಕಚೇರಿ ಎದುರು ಕರ್ನಾಟಕ ಅಂಧರ ಸಂಘದ ಪದಾಧಿಕಾರಿಗಳು ಪ್ರತಿಭಟನೆ ನಡೆಸಿದರು.	[887, 1043, 1245, 1054]
water-protest-photo	[887, 842, 1309, 1036]
